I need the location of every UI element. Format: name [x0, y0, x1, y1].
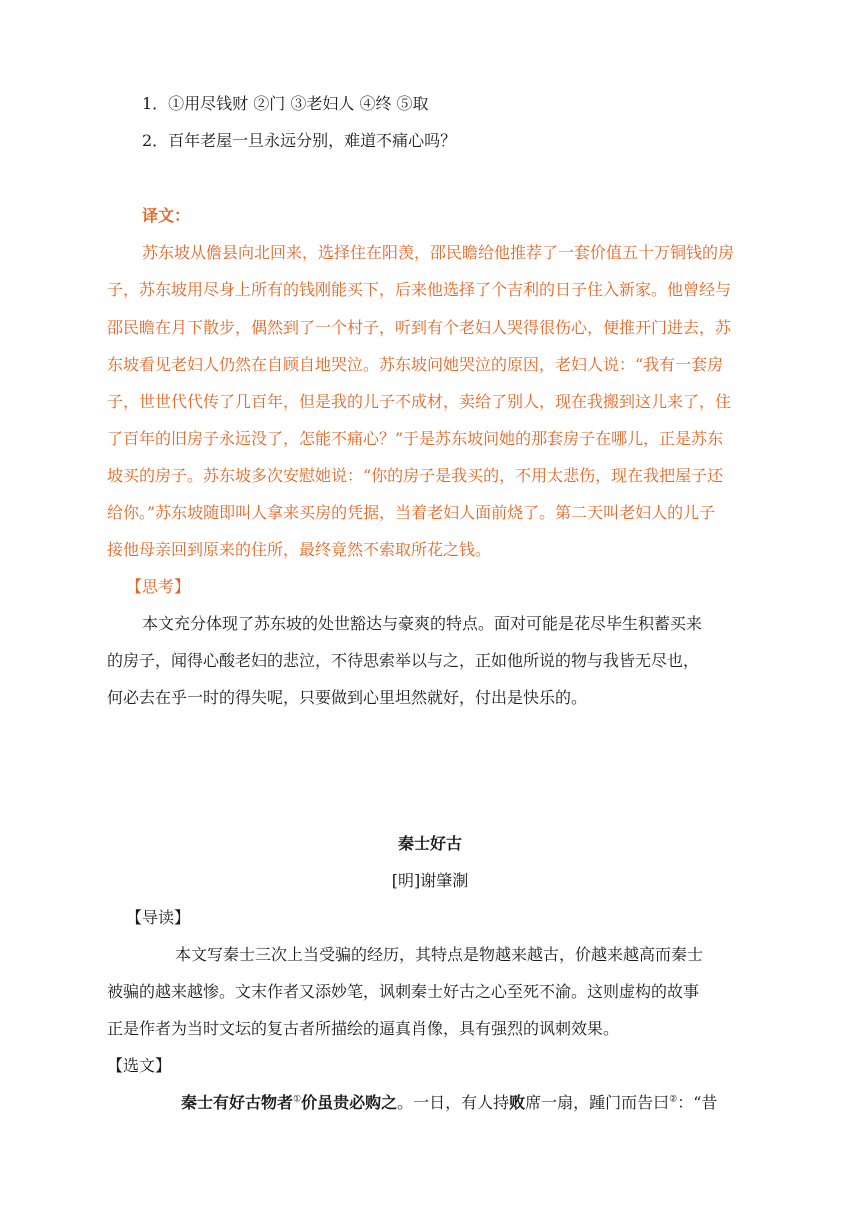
excerpt-text: 。一日，有人持: [397, 1093, 510, 1112]
excerpt-heading: 【选文】: [107, 1056, 172, 1075]
answer-1: 1．①用尽钱财 ②门 ③老妇人 ④终 ⑤取: [142, 94, 429, 113]
thinking-line: 何必去在乎一时的得失呢，只要做到心里坦然就好，付出是快乐的。: [107, 688, 588, 707]
guide-line: 本文写秦士三次上当受骗的经历，其特点是物越来越古，价越来越高而秦士: [175, 945, 704, 964]
translation-line: 坡买的房子。苏东坡多次安慰她说：“你的房子是我买的，不用太悲伤，现在我把屋子还: [107, 466, 724, 485]
translation-line: 子，苏东坡用尽身上所有的钱刚能买下，后来他选择了个吉利的日子住入新家。他曾经与: [107, 280, 732, 299]
translation-line: 接他母亲回到原来的住所，最终竟然不索取所花之钱。: [107, 540, 492, 559]
translation-line: 了百年的旧房子永远没了，怎能不痛心？”于是苏东坡问她的那套房子在哪儿，正是苏东: [107, 429, 724, 448]
excerpt-bold: 秦士有好古物者: [181, 1093, 294, 1112]
article-title: 秦士好古: [397, 834, 462, 853]
excerpt-bold: 败: [509, 1093, 526, 1112]
translation-line: 苏东坡从儋县向北回来，选择住在阳羡，邵民瞻给他推荐了一套价值五十万铜钱的房: [142, 243, 735, 262]
excerpt-bold: 价虽贵必购之: [301, 1093, 398, 1112]
excerpt-text: ：“昔: [677, 1093, 718, 1112]
guide-line: 正是作者为当时文坛的复古者所描绘的逼真肖像，具有强烈的讽刺效果。: [107, 1019, 620, 1038]
translation-line: 东坡看见老妇人仍然在自顾自地哭泣。苏东坡问她哭泣的原因，老妇人说：“我有一套房: [107, 355, 724, 374]
translation-heading: 译文：: [142, 206, 191, 225]
thinking-heading: 【思考】: [126, 577, 191, 596]
translation-line: 邵民瞻在月下散步，偶然到了一个村子，听到有个老妇人哭得很伤心，便推开门进去，苏: [107, 318, 732, 337]
excerpt-line: [181, 1093, 717, 1113]
footnote-mark: ②: [669, 1094, 678, 1105]
translation-line: 给你。”苏东坡随即叫人拿来买房的凭据，当着老妇人面前烧了。第二天叫老妇人的儿子: [107, 503, 716, 522]
article-author: [明]谢肇淛: [391, 871, 469, 890]
guide-line: 被骗的越来越惨。文末作者又添妙笔，讽刺秦士好古之心至死不渝。这则虚构的故事: [107, 982, 700, 1001]
answer-2: 2．百年老屋一旦永远分别，难道不痛心吗？: [142, 131, 457, 150]
footnote-mark: ①: [293, 1094, 302, 1105]
thinking-line: 本文充分体现了苏东坡的处世豁达与豪爽的特点。面对可能是花尽毕生积蓄买来: [142, 614, 703, 633]
guide-heading: 【导读】: [126, 908, 191, 927]
excerpt-text: 席一扇，踵门而告曰: [525, 1093, 670, 1112]
translation-line: 子，世世代代传了几百年，但是我的儿子不成材，卖给了别人，现在我搬到这儿来了，住: [107, 392, 732, 411]
thinking-line: 的房子，闻得心酸老妇的悲泣，不待思索举以与之，正如他所说的物与我皆无尽也，: [107, 651, 700, 670]
